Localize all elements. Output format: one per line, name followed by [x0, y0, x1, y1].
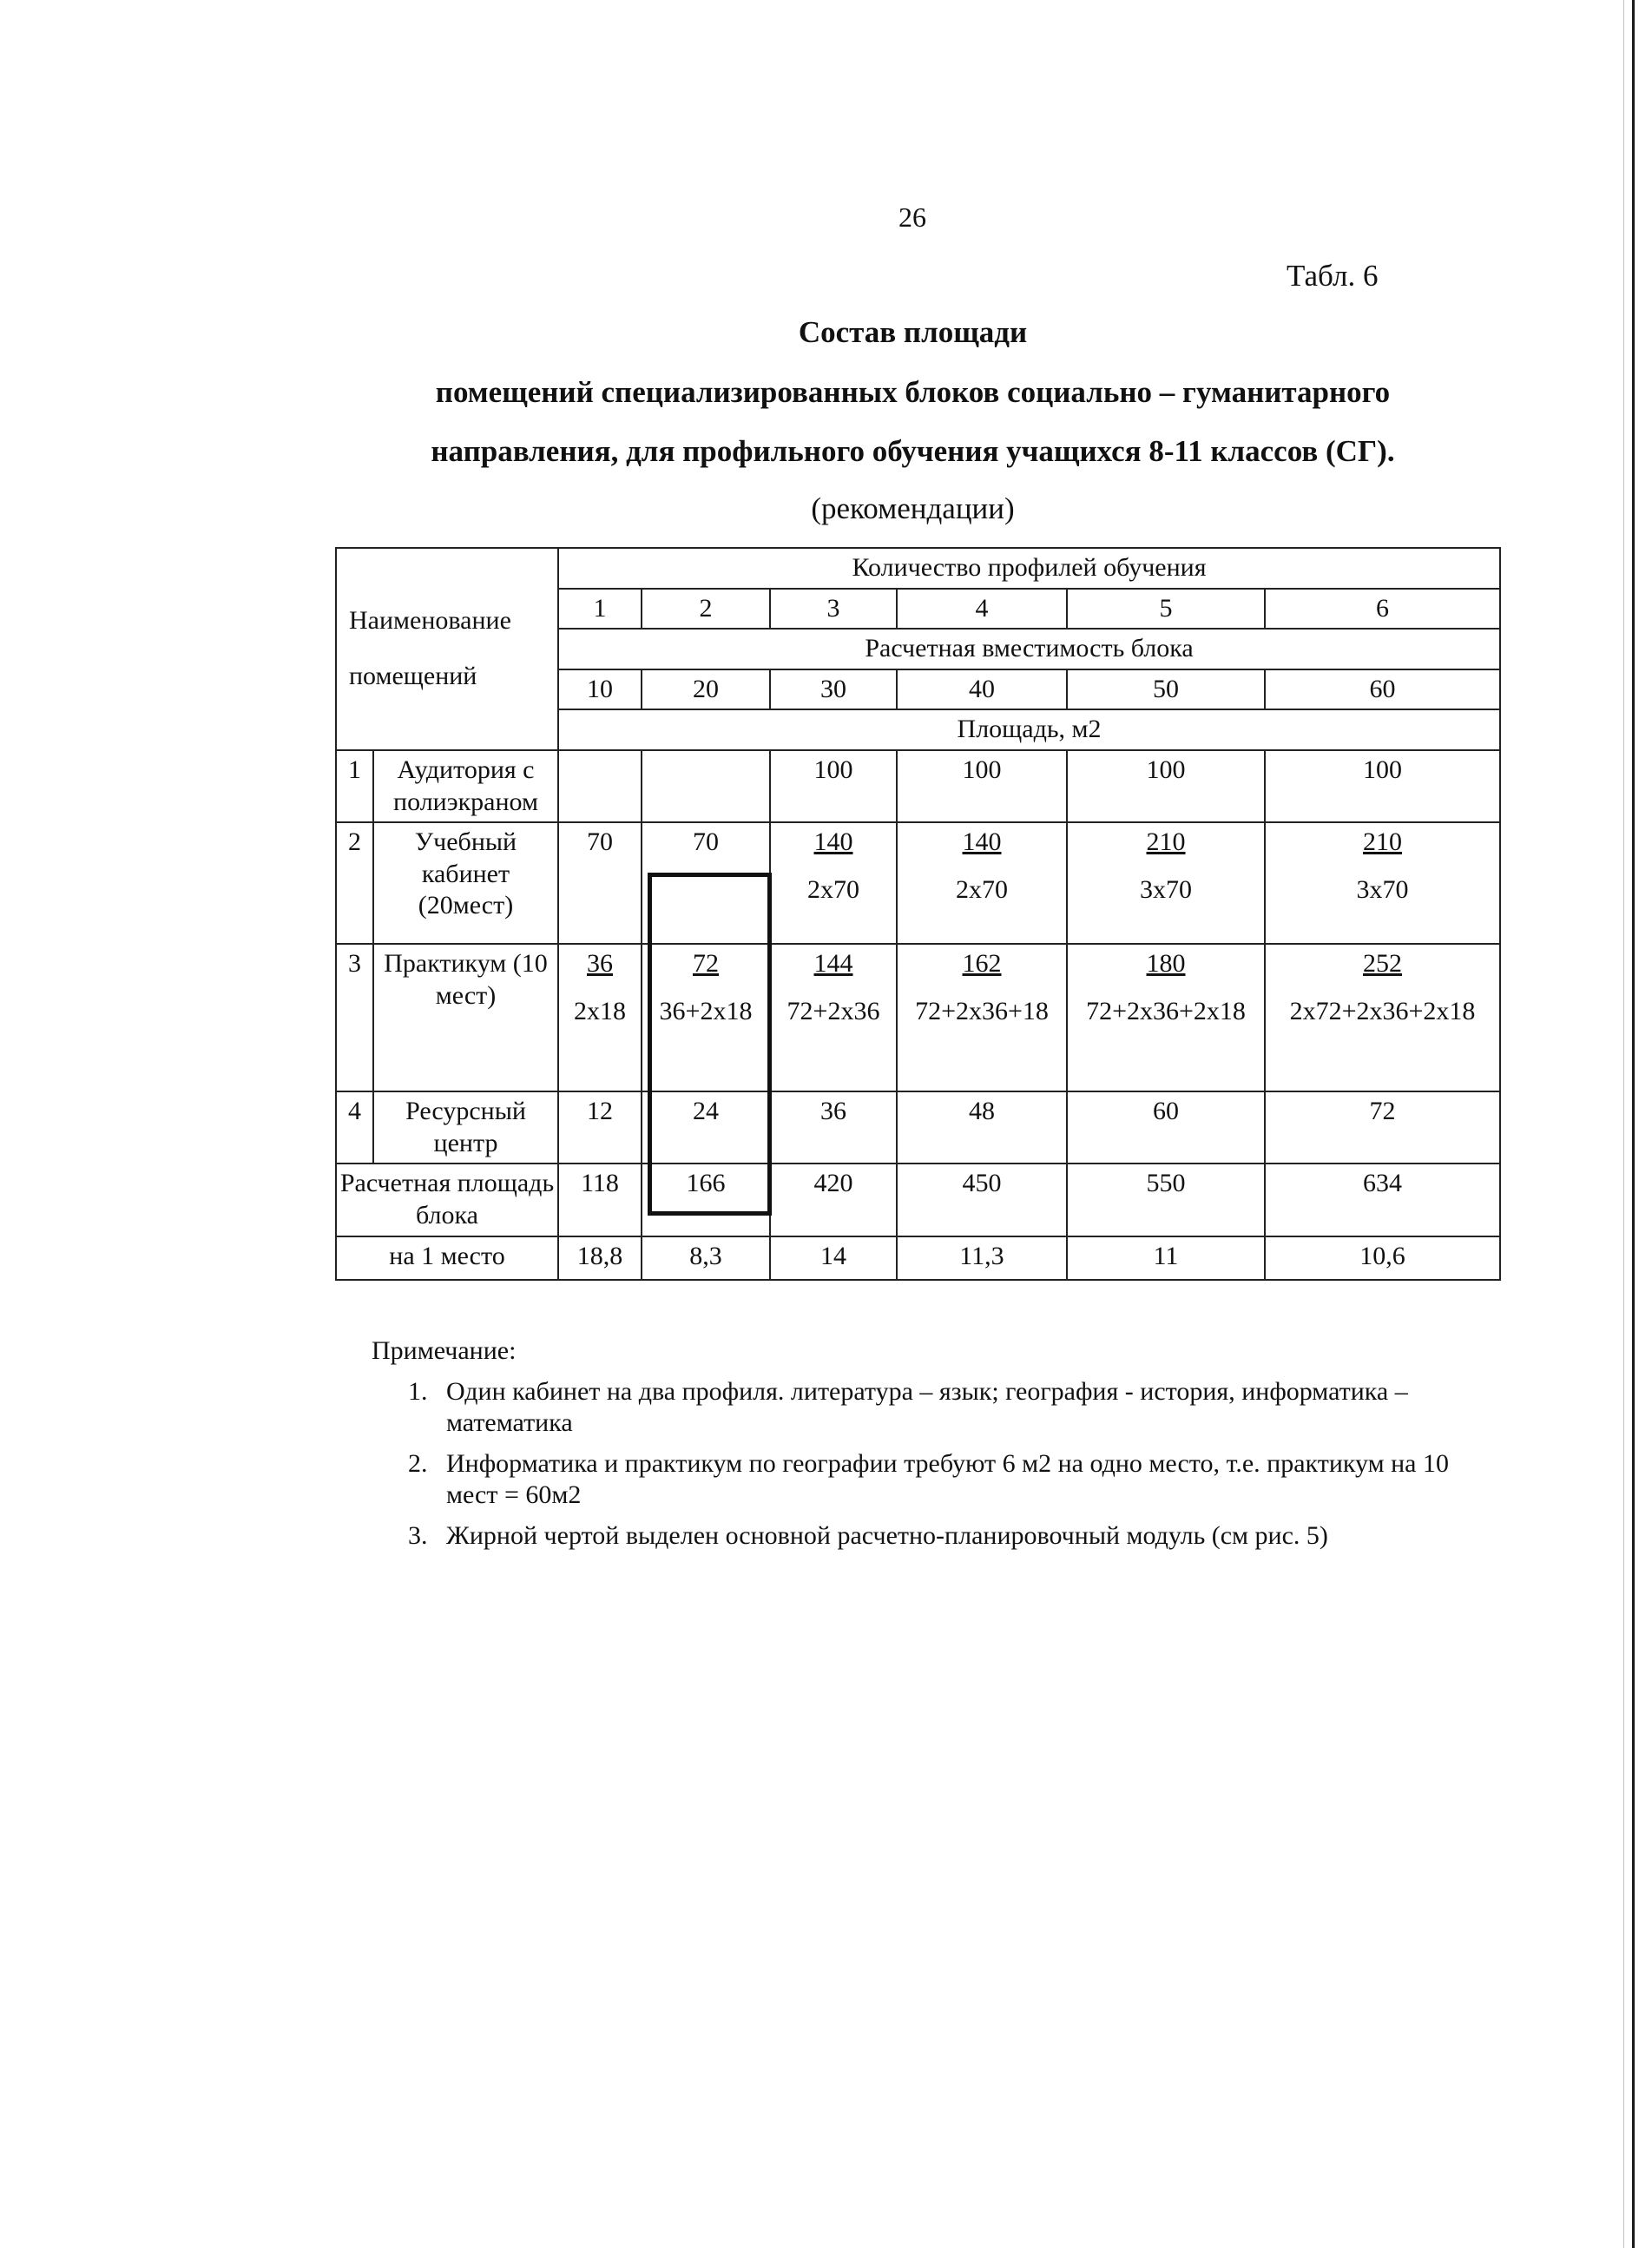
area-cell	[642, 750, 770, 822]
area-formula: 72+2х36	[787, 996, 880, 1025]
area-value: 100	[962, 755, 1002, 784]
area-value: 144	[813, 949, 853, 979]
area-formula: 72+2х36+18	[915, 996, 1049, 1025]
area-cell	[1067, 750, 1265, 822]
area-formula: 2х70	[956, 874, 1008, 904]
capacity-value: 20	[642, 669, 770, 710]
total-value: 550	[1067, 1164, 1265, 1236]
row-number: 4	[336, 1091, 373, 1164]
area-cell	[770, 750, 897, 822]
capacity-label: Расчетная вместимость блока	[558, 629, 1500, 669]
area-cell	[642, 944, 770, 1091]
title-line-3: направления, для профильного обучения учащихся 8-11 классов (СГ).	[431, 434, 1395, 468]
area-cell	[897, 822, 1067, 944]
area-formula: 2х72+2х36+2х18	[1289, 996, 1476, 1025]
area-formula: 3х70	[1356, 874, 1409, 904]
row-number: 1	[336, 750, 373, 822]
area-value: 70	[693, 827, 719, 857]
area-cell	[770, 1091, 897, 1164]
capacity-value: 60	[1265, 669, 1500, 710]
profile-number: 3	[770, 589, 897, 630]
name-header-line-2: помещений	[349, 662, 477, 691]
room-name: Ресурсный центр	[373, 1091, 558, 1164]
per-place-value: 11	[1067, 1236, 1265, 1280]
total-value: 166	[642, 1164, 770, 1236]
notes	[372, 1335, 1500, 1561]
area-value: 162	[962, 949, 1002, 979]
area-value: 72	[1369, 1097, 1396, 1126]
capacity-value: 30	[770, 669, 897, 710]
note-item: 1. Один кабинет на два профиля. литература – язык; география - история, информатика – математика	[434, 1376, 1500, 1440]
note-item: 3. Жирной чертой выделен основной расчетно-планировочный модуль (см рис. 5)	[434, 1520, 1500, 1553]
area-formula: 3х70	[1140, 874, 1192, 904]
total-value: 118	[558, 1164, 642, 1236]
area-cell	[1265, 1091, 1500, 1164]
area-cell	[897, 944, 1067, 1091]
area-cell	[897, 1091, 1067, 1164]
area-value: 100	[1363, 755, 1403, 784]
profile-number: 2	[642, 589, 770, 630]
capacity-value: 40	[897, 669, 1067, 710]
row-number: 2	[336, 822, 373, 944]
area-cell	[642, 822, 770, 944]
total-value: 450	[897, 1164, 1067, 1236]
per-place-value: 18,8	[558, 1236, 642, 1280]
per-place-value: 8,3	[642, 1236, 770, 1280]
total-value: 420	[770, 1164, 897, 1236]
area-formula: 2х70	[807, 874, 859, 904]
table-number: Табл. 6	[1287, 259, 1379, 293]
area-cell	[1067, 944, 1265, 1091]
area-cell	[1067, 1091, 1265, 1164]
per-place-value: 11,3	[897, 1236, 1067, 1280]
area-cell	[558, 1091, 642, 1164]
area-cell	[1067, 822, 1265, 944]
capacity-value: 10	[558, 669, 642, 710]
area-value: 12	[587, 1097, 613, 1126]
area-cell	[897, 750, 1067, 822]
profile-number: 4	[897, 589, 1067, 630]
area-value: 60	[1153, 1097, 1179, 1126]
per-place-value: 10,6	[1265, 1236, 1500, 1280]
total-label: Расчетная площадь блока	[336, 1164, 558, 1236]
profile-number: 6	[1265, 589, 1500, 630]
area-table	[335, 547, 1501, 1281]
area-value: 140	[962, 827, 1002, 857]
area-value: 210	[1146, 827, 1186, 857]
per-place-row	[336, 1236, 1500, 1280]
per-place-label: на 1 место	[336, 1236, 558, 1280]
area-cell	[558, 750, 642, 822]
area-value: 72	[693, 949, 719, 979]
area-value: 24	[693, 1097, 719, 1126]
notes-heading: Примечание:	[372, 1336, 517, 1365]
area-formula: 2х18	[574, 996, 626, 1025]
note-item: 2. Информатика и практикум по географии требуют 6 м2 на одно место, т.е. практикум на 10 мест = 60м2	[434, 1448, 1500, 1512]
table-row	[336, 822, 1500, 944]
area-value: 70	[587, 827, 613, 857]
area-value: 100	[1146, 755, 1186, 784]
area-label: Площадь, м2	[558, 709, 1500, 750]
area-value: 140	[813, 827, 853, 857]
profiles-group-header: Количество профилей обучения	[558, 548, 1500, 589]
area-cell	[558, 822, 642, 944]
area-cell	[1265, 822, 1500, 944]
area-cell	[1265, 944, 1500, 1091]
row-number: 3	[336, 944, 373, 1091]
notes-list	[372, 1376, 1500, 1553]
area-cell	[1265, 750, 1500, 822]
area-value: 252	[1363, 949, 1403, 979]
profile-number: 1	[558, 589, 642, 630]
room-name: Аудитория с полиэкраном	[373, 750, 558, 822]
capacity-value: 50	[1067, 669, 1265, 710]
area-formula: 36+2х18	[659, 996, 753, 1025]
table-row	[336, 944, 1500, 1091]
area-value: 48	[969, 1097, 995, 1126]
page-number: 26	[898, 201, 926, 233]
room-name: Практикум (10 мест)	[373, 944, 558, 1091]
area-cell	[558, 944, 642, 1091]
area-value: 210	[1363, 827, 1403, 857]
title-line-1: Состав площади	[798, 315, 1028, 349]
table-row	[336, 1091, 1500, 1164]
area-value: 36	[820, 1097, 846, 1126]
area-cell	[770, 822, 897, 944]
header-row-profiles-group	[336, 548, 1500, 589]
title-subtitle: (рекомендации)	[811, 491, 1015, 525]
area-cell	[642, 1091, 770, 1164]
area-value: 100	[813, 755, 853, 784]
area-value: 36	[587, 949, 613, 979]
area-value: 180	[1146, 949, 1186, 979]
room-name: Учебный кабинет (20мест)	[373, 822, 558, 944]
title-line-2: помещений специализированных блоков социально – гуманитарного	[435, 375, 1391, 409]
name-header-cell	[336, 548, 558, 750]
profile-number: 5	[1067, 589, 1265, 630]
total-row	[336, 1164, 1500, 1236]
per-place-value: 14	[770, 1236, 897, 1280]
total-value: 634	[1265, 1164, 1500, 1236]
area-formula: 72+2х36+2х18	[1086, 996, 1246, 1025]
table-row	[336, 750, 1500, 822]
name-header-line-1: Наименование	[349, 605, 511, 635]
area-cell	[770, 944, 897, 1091]
